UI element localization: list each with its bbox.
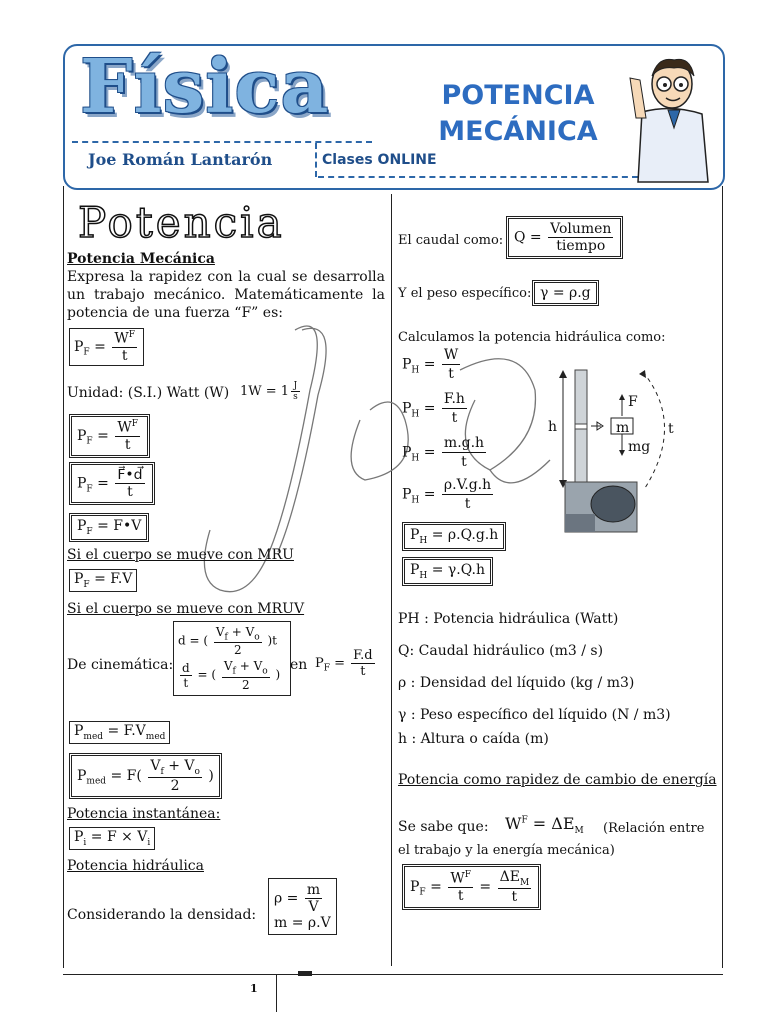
topic-title-line2: MECÁNICA — [438, 116, 598, 147]
footer-divider — [276, 974, 277, 1012]
calc-label: Calculamos la potencia hidráulica como: — [398, 330, 666, 345]
unit-eq-text: 1W = 1 — [240, 384, 290, 399]
header-divider-2 — [318, 176, 638, 178]
en-label: en — [290, 657, 308, 673]
formula-ph-mgh-t: $P_H$ = $\frac{m.g.h}{t}$ — [402, 435, 485, 470]
weight-label: Y el peso específico: — [398, 286, 532, 301]
unit-text: Unidad: (S.I.) Watt (W) — [67, 385, 230, 401]
formula-power-work-2: $P_F$ = $\frac{W^F}{t}$ — [69, 414, 150, 458]
footer-line — [63, 974, 723, 975]
fig-label-t: t — [668, 421, 674, 437]
definitions-list — [398, 610, 671, 748]
def-item: PH : Potencia hidráulica (Watt) — [398, 611, 619, 627]
intro-paragraph: Expresa la rapidez con la cual se desarrolla un trabajo mecánico. Matemáticamente la potencia de una fuerza “F” es: — [67, 269, 385, 321]
section-title: Potencia Mecánica — [67, 251, 215, 267]
fig-label-h: h — [548, 419, 558, 435]
page-number: 1 — [250, 982, 258, 995]
header-divider — [72, 141, 372, 143]
pump-diagram — [545, 364, 685, 540]
flow-numerator: Volumen — [550, 221, 612, 237]
flow-lhs: Q = — [514, 229, 542, 246]
cinematica-label: De cinemática: — [67, 657, 174, 673]
formula-ph-gammaqh: $P_H = \gamma.Q.h$ — [402, 557, 493, 586]
formula-ph-fh-t: $P_H$ = $\frac{F.h}{t}$ — [402, 391, 465, 426]
fig-label-F: F — [628, 394, 638, 410]
formula-work-energy: $W^F = \Delta E_M$ — [505, 814, 584, 837]
section-big-title: Potencia — [78, 198, 285, 247]
unit-frac-n: J — [291, 381, 300, 392]
formula-flow — [506, 216, 623, 259]
formula-pmed-velocities: $P_{med} = F$( $\frac{V_f + V_o}{2}$ ) — [69, 753, 222, 799]
formula-power-force-distance: $P_F$ = $\frac{F⃗•d⃗}{t}$ — [69, 462, 155, 505]
footer-mark — [298, 971, 312, 976]
flow-label: El caudal como: — [398, 233, 504, 248]
formula-pf-fd-t: $P_F$ = $\frac{F.d}{t}$ — [315, 648, 373, 679]
unit-frac-d: s — [293, 392, 298, 402]
fig-label-m: m — [616, 420, 630, 436]
formula-pmed: $P_{med} = F.V_{med}$ — [69, 721, 170, 744]
teacher-mascot-icon — [628, 48, 718, 184]
mruv-title: Si el cuerpo se mueve con MRUV — [67, 601, 305, 617]
energy-text-b: (Relación entre el trabajo y la energía mecánica) — [398, 821, 705, 858]
density-label: Considerando la densidad: — [67, 907, 257, 923]
mru-title: Si el cuerpo se mueve con MRU — [67, 547, 294, 563]
def-item: γ : Peso específico del líquido (N / m3) — [398, 707, 671, 723]
energy-text-a: Se sabe que: — [398, 819, 489, 835]
header-divider-3 — [315, 143, 318, 177]
author-name: Joe Román Lantarón — [88, 150, 273, 169]
energy-title: Potencia como rapidez de cambio de energía — [398, 772, 717, 788]
hydraulic-title: Potencia hidráulica — [67, 858, 204, 874]
unit-equation — [240, 381, 302, 402]
formula-ph-rhoqgh: $P_H = \rho.Q.g.h$ — [402, 522, 506, 551]
def-item: ρ : Densidad del líquido (kg / m3) — [398, 675, 635, 691]
fig-label-mg: mg — [628, 439, 651, 455]
def-item: Q: Caudal hidráulico (m3 / s) — [398, 643, 604, 659]
formula-power-work: $P_F$ = $\frac{W^F}{t}$ — [69, 328, 144, 366]
formula-cinematica: d = ( $\frac{V_f + V_o}{2}$ )t $\frac{d}{t}$ = ( $\frac{V_f + V_o}{2}$ ) — [173, 621, 291, 696]
topic-title-line1: POTENCIA — [441, 80, 595, 111]
classes-label: Clases ONLINE — [322, 152, 437, 168]
instant-title: Potencia instantánea: — [67, 806, 221, 822]
formula-power-force-velocity: $P_F$ = F•V — [69, 513, 149, 542]
flow-denominator: tiempo — [556, 238, 606, 254]
watermark-signature-icon — [190, 300, 570, 640]
formula-ph-w-t: $P_H$ = $\frac{W}{t}$ — [402, 347, 459, 382]
formula-instant: $P_i = F \times V_i$ — [69, 827, 155, 850]
formula-density: ρ = $\frac{m}{V}$ m = ρ.V — [268, 878, 337, 935]
formula-pf-energy: $P_F$ = $\frac{W^F}{t}$ = $\frac{\Delta E_M}{t}$ — [402, 864, 541, 910]
logo-title: Física — [80, 44, 330, 130]
formula-ph-rhovgh-t: $P_H$ = $\frac{\rho.V.g.h}{t}$ — [402, 477, 492, 512]
def-item: h : Altura o caída (m) — [398, 731, 549, 747]
formula-specific-weight: γ = ρ.g — [532, 280, 599, 306]
formula-mru: $P_F = F.V$ — [69, 569, 137, 592]
